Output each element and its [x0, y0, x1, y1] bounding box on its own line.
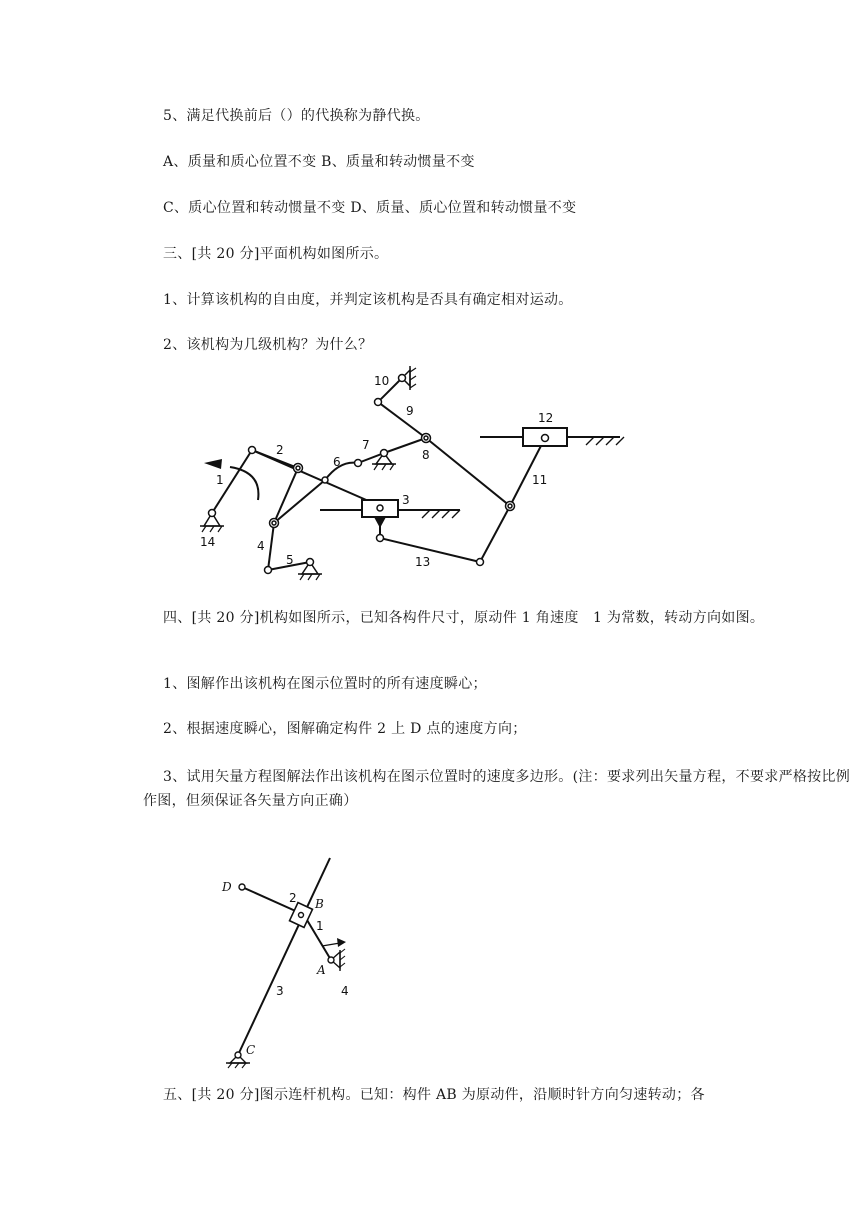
fig1-label-6: 6 — [333, 455, 341, 469]
fig2-label-2: 2 — [289, 891, 297, 905]
fig2-label-C: C — [246, 1043, 256, 1057]
fig1-label-10: 10 — [374, 374, 390, 388]
fig1-label-2: 2 — [276, 443, 284, 457]
fig2-label-D: D — [222, 880, 232, 894]
q5-stem: 5、满足代换前后（）的代换称为静代换。 — [163, 108, 430, 124]
fig2-label-A: A — [317, 963, 326, 977]
section5-heading: 五、[共 20 分]图示连杆机构。已知：构件 AB 为原动件，沿顺时针方向匀速转动；各 — [163, 1087, 705, 1103]
fig1-label-13: 13 — [415, 555, 431, 569]
section4-item2: 2、根据速度瞬心，图解确定构件 2 上 D 点的速度方向； — [163, 721, 527, 737]
fig2-label-3: 3 — [276, 984, 284, 998]
fig1-label-12: 12 — [538, 411, 554, 425]
fig1-label-5: 5 — [286, 553, 294, 567]
section4-item3: 3、试用矢量方程图解法作出该机构在图示位置时的速度多边形。(注：要求列出矢量方程，不要求严格按比例作图，但须保证各矢量方向正确） — [143, 769, 851, 809]
section3-item1: 1、计算该机构的自由度，并判定该机构是否具有确定相对运动。 — [163, 292, 573, 308]
fig1-label-8: 8 — [422, 448, 430, 462]
fig1-label-11: 11 — [532, 473, 548, 487]
section4-heading: 四、[共 20 分]机构如图所示，已知各构件尺寸，原动件 1 角速度 1 为常数，转动方向如图。 — [163, 610, 765, 626]
fig1-label-9: 9 — [406, 404, 414, 418]
q5-option-cd: C、质心位置和转动惯量不变 D、质量、质心位置和转动惯量不变 — [163, 200, 577, 216]
fig1-label-4: 4 — [257, 539, 265, 553]
fig2-label-1: 1 — [316, 919, 324, 933]
q5-option-ab: A、质量和质心位置不变 B、质量和转动惯量不变 — [163, 154, 475, 170]
fig1-label-1: 1 — [216, 473, 224, 487]
planar-mechanism-figure — [190, 360, 660, 600]
section3-item2: 2、该机构为几级机构？为什么？ — [163, 337, 373, 353]
fig1-label-14: 14 — [200, 535, 216, 549]
fig2-label-B: B — [315, 897, 324, 911]
fig1-label-7: 7 — [362, 438, 370, 452]
slider-mechanism-figure — [210, 850, 390, 1090]
fig2-label-4: 4 — [341, 984, 349, 998]
section4-item1: 1、图解作出该机构在图示位置时的所有速度瞬心； — [163, 676, 487, 692]
fig1-label-3: 3 — [402, 493, 410, 507]
section3-heading: 三、[共 20 分]平面机构如图所示。 — [163, 246, 389, 262]
